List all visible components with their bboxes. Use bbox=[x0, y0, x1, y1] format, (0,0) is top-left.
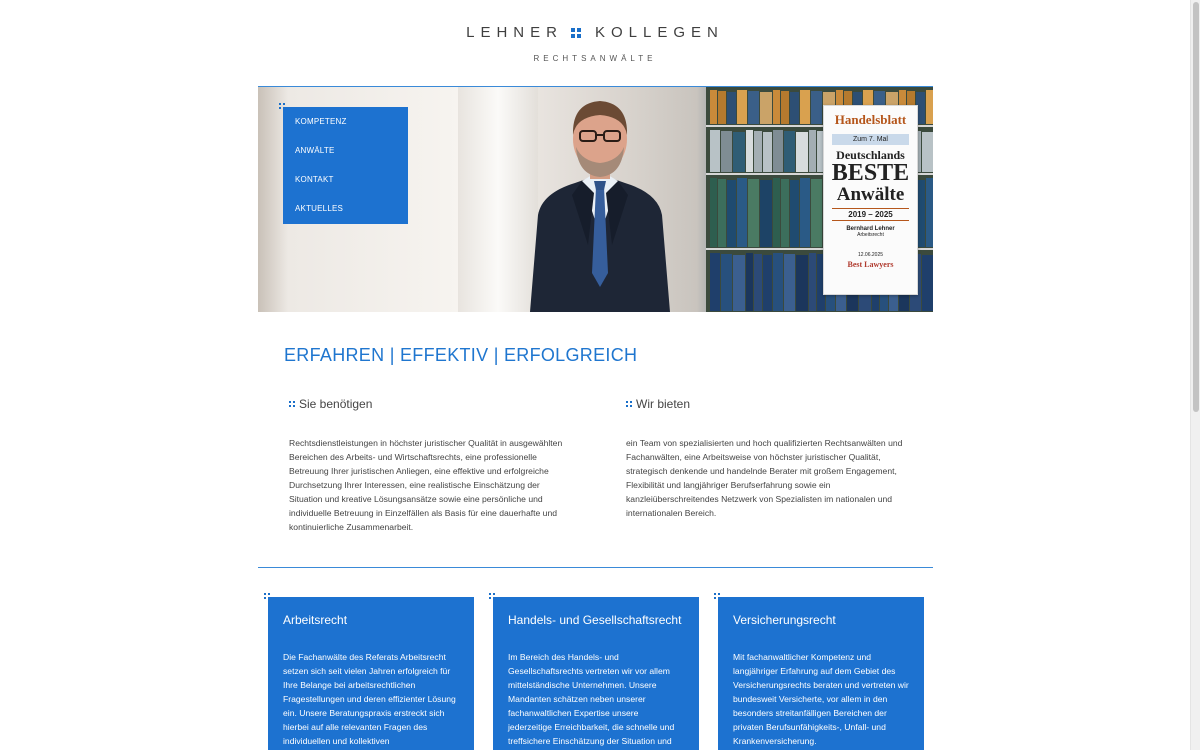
shelf-book bbox=[922, 132, 933, 172]
shelf-book bbox=[733, 255, 745, 311]
shelf-book bbox=[760, 92, 772, 124]
shelf-book bbox=[809, 253, 816, 311]
shelf-book bbox=[800, 178, 810, 247]
badge-line3: Anwälte bbox=[836, 184, 905, 205]
dots-icon bbox=[626, 401, 632, 407]
main-nav bbox=[283, 107, 408, 224]
shelf-book bbox=[784, 254, 795, 311]
nav-item-anwaelte[interactable]: ANWÄLTE bbox=[295, 146, 335, 155]
shelf-book bbox=[763, 132, 772, 172]
shelf-book bbox=[773, 178, 780, 247]
card-title: Arbeitsrecht bbox=[283, 613, 348, 627]
shelf-book bbox=[790, 180, 799, 247]
middle-divider bbox=[258, 567, 933, 568]
left-column-title bbox=[289, 397, 372, 411]
shelf-book bbox=[710, 90, 717, 124]
right-column-text: ein Team von spezialisierten und hoch qualifizierten Rechtsanwälten und Fachanwälten, eine Arbeitsweise von höchster juristischer Qualität, strategisch denkende und handelnde Berater mit großem Engagement, Flexibilität und langjähriger Berufserfahrung sowie ein kanzleiüberschreitendes Netzwerk von Spezialisten im nationalen und internationalen Bereich. bbox=[626, 438, 903, 518]
shelf-book bbox=[718, 179, 726, 247]
badge-publisher: Best Lawyers bbox=[847, 260, 894, 269]
left-column-text: Rechtsdienstleistungen in höchster juristischer Qualität in ausgewählten Bereichen des Arbeits- und Wirtschaftsrechts, eine professionelle Betreuung Ihrer juristischen Anliegen, eine effektive und erfolgreiche Durchsetzung Ihrer Interessen, eine realistische Einschätzung der Situation und kreative Lösungsansätze sowie eine persönliche und individuelle Betreuung in Einzelfällen als Basis für eine dauerhafte und kontinuierliche Zusammenarbeit. bbox=[289, 438, 563, 532]
shelf-book bbox=[926, 178, 933, 247]
shelf-book bbox=[733, 132, 745, 172]
shelf-book bbox=[746, 253, 753, 311]
shelf-book bbox=[718, 91, 726, 124]
award-badge bbox=[823, 105, 918, 295]
logo-subtitle: RECHTSANWÄLTE bbox=[533, 54, 657, 63]
shelf-book bbox=[727, 92, 736, 124]
card-versicherungsrecht[interactable] bbox=[718, 597, 924, 750]
shelf-book bbox=[926, 90, 933, 124]
card-title: Versicherungsrecht bbox=[733, 613, 836, 627]
right-column-title-text: Wir bieten bbox=[636, 397, 691, 411]
card-handelsrecht[interactable] bbox=[493, 597, 699, 750]
shelf-book bbox=[710, 178, 717, 247]
nav-item-kontakt[interactable]: KONTAKT bbox=[295, 175, 334, 184]
shelf-book bbox=[773, 253, 783, 311]
shelf-book bbox=[737, 178, 747, 247]
shelf-book bbox=[773, 130, 783, 172]
shelf-book bbox=[800, 90, 810, 124]
right-column-title bbox=[626, 397, 690, 411]
shelf-book bbox=[754, 131, 762, 172]
badge-line2: BESTE bbox=[831, 160, 910, 186]
dots-icon bbox=[289, 401, 295, 407]
shelf-book bbox=[809, 130, 816, 172]
shelf-book bbox=[760, 180, 772, 247]
shelf-book bbox=[721, 254, 732, 311]
scrollbar-thumb[interactable] bbox=[1193, 2, 1199, 412]
shelf-book bbox=[710, 130, 720, 172]
card-text: Die Fachanwälte des Referats Arbeitsrecht setzen sich seit vielen Jahren erfolgreich für Ihre Belange bei arbeitsrechtlichen Fragestellungen und deren effizienter Lösung ein. Unsere Beratungspraxis erstreckt sich hierbei auf alle relevanten Fragen des individuellen und kollektiven bbox=[283, 652, 456, 746]
shelf-book bbox=[748, 179, 759, 247]
badge-name: Bernhard Lehner bbox=[846, 226, 895, 232]
card-title: Handels- und Gesellschaftsrecht bbox=[508, 613, 682, 627]
site-logo[interactable] bbox=[0, 24, 1190, 63]
left-column-title-text: Sie benötigen bbox=[299, 397, 373, 411]
badge-brand: Handelsblatt bbox=[834, 112, 907, 127]
shelf-book bbox=[796, 132, 808, 172]
shelf-book bbox=[737, 90, 747, 124]
shelf-book bbox=[763, 255, 772, 311]
badge-area: Arbeitsrecht bbox=[857, 232, 884, 238]
shelf-book bbox=[790, 92, 799, 124]
badge-years: 2019 – 2025 bbox=[832, 208, 909, 221]
shelf-book bbox=[710, 253, 720, 311]
shelf-book bbox=[781, 179, 789, 247]
shelf-book bbox=[922, 255, 933, 311]
shelf-book bbox=[784, 131, 795, 172]
badge-date: 12.06.2025 bbox=[857, 252, 884, 258]
shelf-book bbox=[811, 179, 822, 247]
shelf-book bbox=[754, 254, 762, 311]
shelf-book bbox=[773, 90, 780, 124]
shelf-book bbox=[796, 255, 808, 311]
shelf-book bbox=[748, 91, 759, 124]
lawyer-portrait bbox=[520, 95, 680, 312]
shelf-book bbox=[746, 130, 753, 172]
page-headline: ERFAHREN | EFFEKTIV | ERFOLGREICH bbox=[284, 345, 638, 365]
shelf-book bbox=[781, 91, 789, 124]
card-arbeitsrecht[interactable] bbox=[268, 597, 474, 750]
nav-item-kompetenz[interactable]: KOMPETENZ bbox=[295, 117, 347, 126]
logo-word-left: LEHNER bbox=[466, 24, 563, 41]
card-text: Im Bereich des Handels- und Gesellschaftsrechts vertreten wir vor allem mittelständische Unternehmen. Unsere Mandanten schätzen neben unserer fachanwaltlichen Expertise unsere jederzeitige Erreichbarkeit, die schnelle und treffsichere Einschätzung der Situation und bbox=[508, 652, 675, 746]
shelf-book bbox=[721, 131, 732, 172]
page-scrollbar[interactable] bbox=[1190, 0, 1200, 750]
badge-ribbon: Zum 7. Mal bbox=[832, 134, 909, 145]
shelf-book bbox=[727, 180, 736, 247]
nav-item-aktuelles[interactable]: AKTUELLES bbox=[295, 204, 344, 213]
logo-wordmark bbox=[466, 24, 724, 41]
shelf-book bbox=[811, 91, 822, 124]
badge-line1: Deutschlands bbox=[836, 148, 905, 162]
logo-word-right: KOLLEGEN bbox=[594, 24, 724, 41]
card-text: Mit fachanwaltlicher Kompetenz und langjähriger Erfahrung auf dem Gebiet des Versicherungsrechts beraten und vertreten wir bundesweit Versicherte, vor allem in den besonders streitanfälligen Bereichen der privaten Berufsunfähigkeits-, Unfall- und Krankenversicherung. bbox=[733, 652, 909, 746]
logo-square-icon bbox=[571, 28, 581, 38]
